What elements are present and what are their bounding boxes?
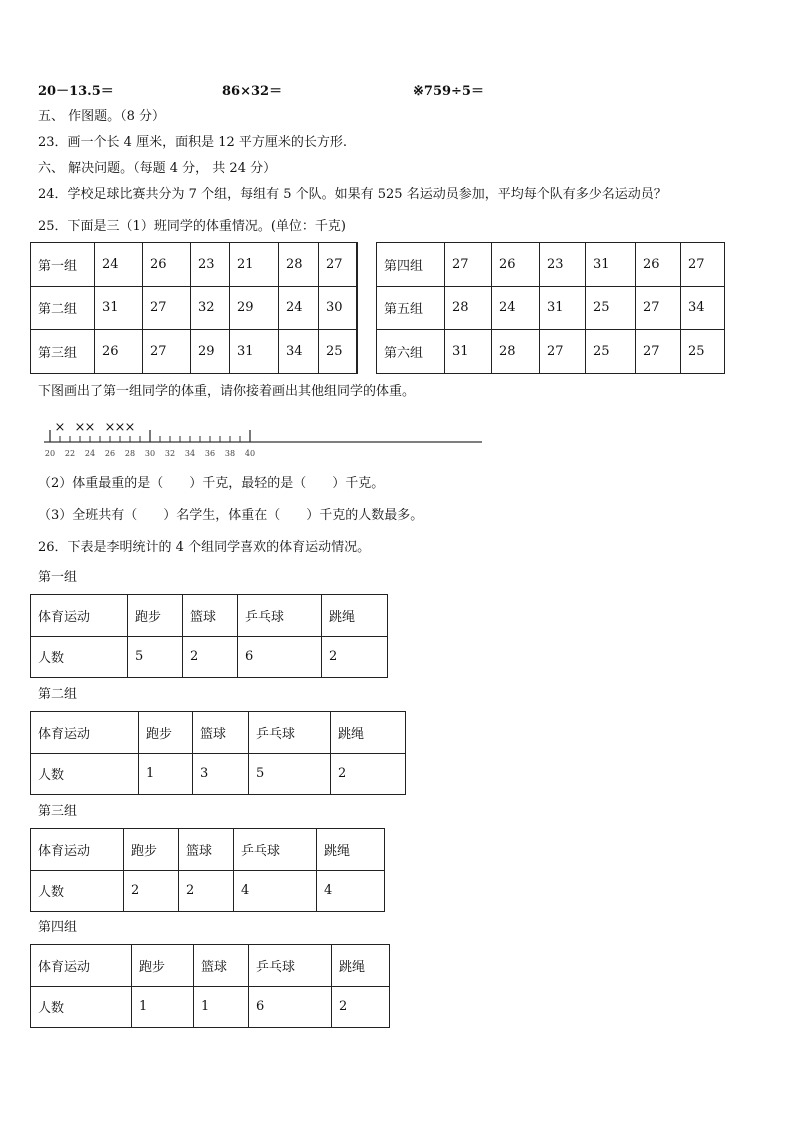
weight-cell: 27 <box>319 243 357 287</box>
sport-table-group-1 <box>30 594 388 678</box>
sport-header-row <box>31 712 406 754</box>
sport-count-cell: 人数 <box>31 986 132 1028</box>
sport-count-cell: 6 <box>238 636 322 678</box>
calc-3: ※759÷5＝ <box>413 84 484 99</box>
weight-cell: 31 <box>445 330 492 374</box>
weight-row <box>31 243 357 287</box>
sport-count-cell: 2 <box>183 636 238 678</box>
sport-header-cell: 跑步 <box>124 829 179 871</box>
weight-cell: 26 <box>143 243 191 287</box>
sport-count-row <box>31 753 406 795</box>
weight-cell: 26 <box>492 243 540 287</box>
group-2-label: 第二组 <box>38 687 78 702</box>
sport-header-cell: 跑步 <box>128 595 183 637</box>
weight-number-line <box>40 418 490 458</box>
weight-cell: 23 <box>191 243 230 287</box>
sport-header-cell: 乒乓球 <box>249 712 331 754</box>
weight-cell: 26 <box>95 330 143 374</box>
weight-cell: 31 <box>540 286 586 330</box>
group-name-cell: 第一组 <box>31 243 95 287</box>
number-line-tick-label: 38 <box>224 449 236 458</box>
weight-mark: × <box>114 420 126 435</box>
weight-mark: × <box>124 420 136 435</box>
sport-header-row <box>31 829 385 871</box>
sport-header-cell: 跳绳 <box>331 712 406 754</box>
sport-count-cell: 2 <box>332 986 390 1028</box>
weight-cell: 27 <box>681 243 725 287</box>
sport-header-cell: 体育运动 <box>31 595 128 637</box>
weight-cell: 28 <box>279 243 319 287</box>
weight-cell: 27 <box>540 330 586 374</box>
sport-count-cell: 4 <box>317 870 385 912</box>
weight-row <box>31 330 357 374</box>
weight-cell: 31 <box>230 330 279 374</box>
q25-instruction: 下图画出了第一组同学的体重，请你接着画出其他组同学的体重。 <box>38 384 416 399</box>
weight-cell: 21 <box>230 243 279 287</box>
weight-row <box>377 330 725 374</box>
sport-count-cell: 5 <box>249 753 331 795</box>
sport-header-row <box>31 595 388 637</box>
sport-header-cell: 跳绳 <box>332 945 390 987</box>
number-line-tick-label: 22 <box>64 449 76 458</box>
group-1-label: 第一组 <box>38 570 78 585</box>
weight-cell: 32 <box>191 286 230 330</box>
sport-header-cell: 篮球 <box>183 595 238 637</box>
weight-cell: 34 <box>279 330 319 374</box>
weight-cell: 24 <box>279 286 319 330</box>
number-line-tick-label: 24 <box>84 449 96 458</box>
sport-count-row <box>31 636 388 678</box>
sport-count-cell: 人数 <box>31 870 124 912</box>
sport-count-cell: 1 <box>132 986 194 1028</box>
weight-cell: 27 <box>445 243 492 287</box>
sport-count-cell: 1 <box>139 753 193 795</box>
question-23: 23．画一个长 4 厘米，面积是 12 平方厘米的长方形. <box>38 135 348 150</box>
number-line-tick-label: 28 <box>124 449 136 458</box>
weight-table-right <box>376 242 725 374</box>
weight-cell: 34 <box>681 286 725 330</box>
question-26-intro: 26．下表是李明统计的 4 个组同学喜欢的体育运动情况。 <box>38 540 371 555</box>
group-3-label: 第三组 <box>38 804 78 819</box>
sport-header-cell: 篮球 <box>194 945 249 987</box>
weight-cell: 27 <box>143 330 191 374</box>
weight-mark: × <box>104 420 116 435</box>
group-4-label: 第四组 <box>38 920 78 935</box>
weight-cell: 27 <box>143 286 191 330</box>
weight-row <box>377 243 725 287</box>
sport-count-cell: 3 <box>193 753 249 795</box>
weight-cell: 29 <box>191 330 230 374</box>
number-line-tick-label: 20 <box>44 449 56 458</box>
group-name-cell: 第五组 <box>377 286 445 330</box>
sport-count-cell: 2 <box>179 870 234 912</box>
sport-header-cell: 乒乓球 <box>238 595 322 637</box>
weight-cell: 31 <box>95 286 143 330</box>
sport-table-group-3 <box>30 828 385 912</box>
sport-header-cell: 体育运动 <box>31 829 124 871</box>
sport-count-cell: 4 <box>234 870 317 912</box>
weight-cell: 27 <box>636 330 681 374</box>
weight-cell: 27 <box>636 286 681 330</box>
section-5-title: 五、 作图题。（8 分） <box>38 109 166 124</box>
weight-row <box>31 286 357 330</box>
sport-header-cell: 跑步 <box>139 712 193 754</box>
question-25-intro: 25．下面是三（1）班同学的体重情况。(单位：千克) <box>38 219 346 234</box>
weight-cell: 28 <box>492 330 540 374</box>
weight-cell: 24 <box>95 243 143 287</box>
sport-count-cell: 2 <box>331 753 406 795</box>
group-name-cell: 第六组 <box>377 330 445 374</box>
number-line-tick-label: 30 <box>144 449 156 458</box>
sport-header-cell: 跑步 <box>132 945 194 987</box>
weight-mark: × <box>84 420 96 435</box>
q25-sub3: （3）全班共有（ ）名学生，体重在（ ）千克的人数最多。 <box>38 508 424 523</box>
weight-mark: × <box>74 420 86 435</box>
section-6-title: 六、 解决问题。（每题 4 分， 共 24 分） <box>38 161 277 176</box>
number-line-tick-label: 40 <box>244 449 256 458</box>
calc-1: 20－13.5＝ <box>38 84 114 99</box>
weight-cell: 25 <box>681 330 725 374</box>
sport-header-cell: 体育运动 <box>31 712 139 754</box>
group-name-cell: 第四组 <box>377 243 445 287</box>
calc-2: 86×32＝ <box>222 84 283 99</box>
weight-cell: 25 <box>319 330 357 374</box>
sport-count-row <box>31 986 390 1028</box>
sport-count-cell: 人数 <box>31 753 139 795</box>
sport-header-cell: 体育运动 <box>31 945 132 987</box>
sport-count-cell: 1 <box>194 986 249 1028</box>
sport-table-group-2 <box>30 711 406 795</box>
number-line-tick-label: 36 <box>204 449 216 458</box>
number-line-tick-label: 34 <box>184 449 196 458</box>
table-divider <box>357 242 358 374</box>
sport-count-cell: 5 <box>128 636 183 678</box>
weight-cell: 26 <box>636 243 681 287</box>
group-name-cell: 第二组 <box>31 286 95 330</box>
sport-count-row <box>31 870 385 912</box>
sport-count-cell: 2 <box>322 636 388 678</box>
sport-table-group-4 <box>30 944 390 1028</box>
sport-count-cell: 2 <box>124 870 179 912</box>
sport-header-cell: 篮球 <box>193 712 249 754</box>
weight-row <box>377 286 725 330</box>
weight-cell: 24 <box>492 286 540 330</box>
sport-header-row <box>31 945 390 987</box>
sport-header-cell: 乒乓球 <box>234 829 317 871</box>
weight-cell: 31 <box>586 243 636 287</box>
sport-header-cell: 篮球 <box>179 829 234 871</box>
q25-sub2: （2）体重最重的是（ ）千克，最轻的是（ ）千克。 <box>38 476 385 491</box>
weight-cell: 30 <box>319 286 357 330</box>
sport-header-cell: 跳绳 <box>322 595 388 637</box>
weight-mark: × <box>54 420 66 435</box>
weight-cell: 28 <box>445 286 492 330</box>
sport-count-cell: 人数 <box>31 636 128 678</box>
number-line-tick-label: 32 <box>164 449 176 458</box>
question-24: 24．学校足球比赛共分为 7 个组，每组有 5 个队。如果有 525 名运动员参加，平均每个队有多少名运动员？ <box>38 187 667 202</box>
weight-cell: 29 <box>230 286 279 330</box>
weight-table-left <box>30 242 357 374</box>
number-line-tick-label: 26 <box>104 449 116 458</box>
sport-count-cell: 6 <box>249 986 332 1028</box>
sport-header-cell: 跳绳 <box>317 829 385 871</box>
sport-header-cell: 乒乓球 <box>249 945 332 987</box>
weight-cell: 25 <box>586 286 636 330</box>
weight-cell: 23 <box>540 243 586 287</box>
group-name-cell: 第三组 <box>31 330 95 374</box>
weight-cell: 25 <box>586 330 636 374</box>
